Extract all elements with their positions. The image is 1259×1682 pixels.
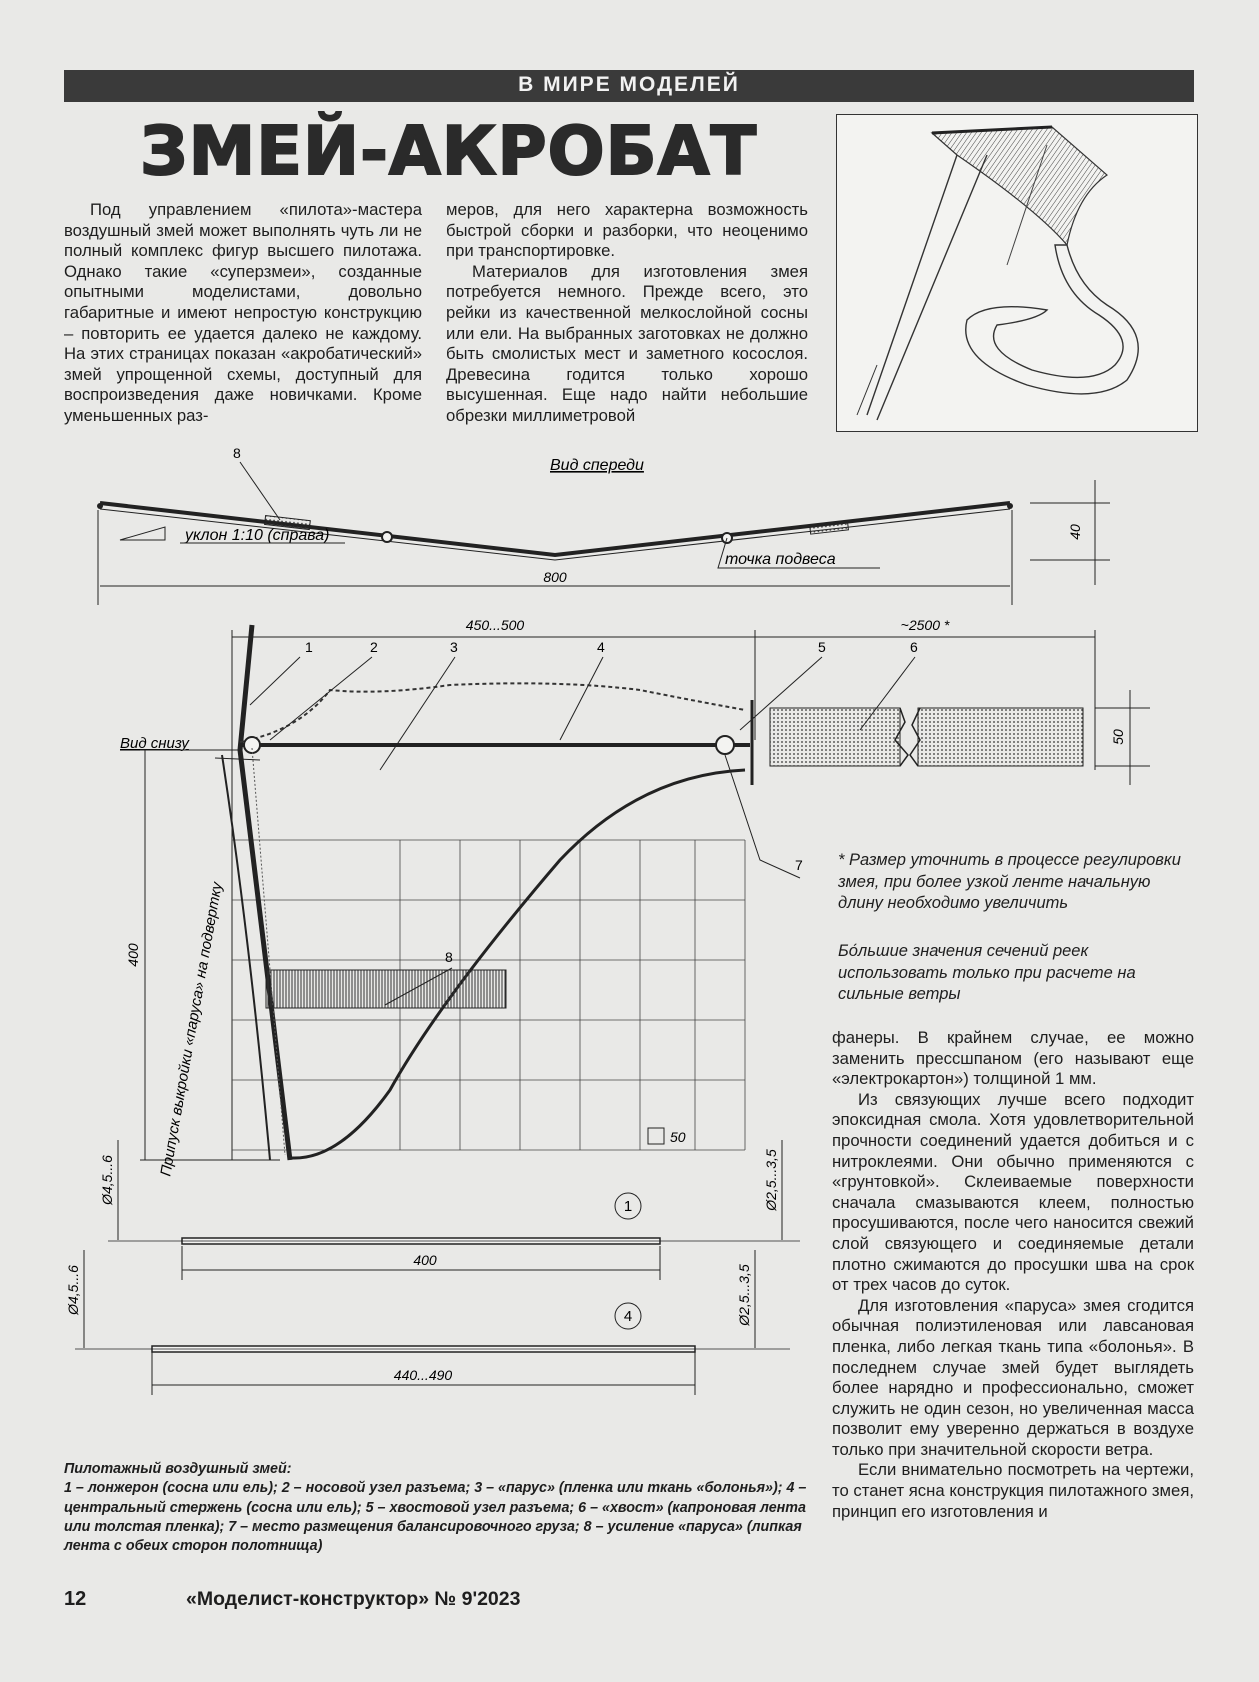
grid-scale-label: 50: [670, 1129, 686, 1145]
sail-3-edge: [292, 770, 745, 1158]
callout-2: 2: [370, 639, 378, 655]
part-1-dia-right: Ø2,5...3,5: [763, 1149, 779, 1211]
paragraph: Материалов для изготовления змея потребуется немного. Прежде всего, это рейки из качественной мелкослойной сосны или ели. На выбранных заготовках не должно быть смолистых мест и заметного косослоя. Древесина годится только хорошо высушенная. Еще надо найти небольшие обрезки миллиметровой: [446, 261, 808, 425]
sail-reinforcement-8: [266, 970, 506, 1008]
callout-1: 1: [305, 639, 313, 655]
page-number: 12: [64, 1588, 87, 1610]
text-column-3: [832, 1028, 1194, 1522]
paragraph: Для изготовления «паруса» змея сгодится обычная полиэтиленовая или лавсановая пленка, либо легкая ткань типа «болонья». В последнем случае змей будет выглядеть более нарядно и профессионально, сможет служить не один сезон, но увеличенная масса позволит ему уверенно держаться в воздухе только при значительной скорости ветра.: [832, 1295, 1194, 1459]
paragraph: Из связующих лучше всего подходит эпоксидная смола. Хотя удовлетворительной прочности соединений удается добиться и с нитроклеями. Они обычно применяются с «грунтовкой». Склеиваемые поверхности сначала смазываются клеем, полностью просушиваются, после чего наносится свежий слой связующего и соединяемые детали плотно сжимаются до просушки шва на срок от трех часов до суток.: [832, 1089, 1194, 1295]
section-header: В МИРЕ МОДЕЛЕЙ: [518, 73, 740, 96]
slope-label: уклон 1:10 (справа): [185, 527, 330, 544]
part-1-length: 400: [413, 1252, 437, 1268]
dimension-50: 50: [1110, 729, 1126, 745]
suspension-point-label: точка подвеса: [725, 551, 836, 568]
section-header-bar: [64, 70, 1194, 102]
caption-title: Пилотажный воздушный змей:: [64, 1461, 292, 1477]
text-column-1: [64, 200, 422, 427]
tail-6-left: [770, 708, 900, 766]
callout-5: 5: [818, 639, 826, 655]
callout-6: 6: [910, 639, 918, 655]
dimension-2500: ~2500 *: [900, 617, 950, 633]
dimension-800: 800: [543, 569, 567, 585]
dimension-400-vertical: 400: [125, 943, 141, 967]
footnote-star: * Размер уточнить в процессе регулировки змея, при более узкой ленте начальную длину необходимо увеличить: [838, 851, 1181, 912]
front-view-joint-right: [810, 521, 849, 534]
article-title: ЗМЕЙ-АКРОБАТ: [140, 112, 758, 190]
kite-illustration: [836, 114, 1198, 432]
callout-4: 4: [597, 639, 605, 655]
part-1-number: 1: [623, 1198, 633, 1215]
caption-body: 1 – лонжерон (сосна или ель); 2 – носовой узел разъема; 3 – «парус» (пленка или ткань «болонья»); 4 – центральный стержень (сосна или ель); 5 – хвостовой узел разъема; 6 – «хвост» (капроновая лента или толстая пленка); 7 – место размещения балансировочного груза; 8 – усиление «паруса» (липкая лента с обеих сторон полотнища): [64, 1480, 807, 1555]
text-column-2: [446, 200, 808, 427]
bottom-view-label: Вид снизу: [120, 735, 189, 752]
footnote-sections: Бо́льшие значения сечений реек использовать только при расчете на сильные ветры: [838, 942, 1136, 1003]
paragraph: Под управлением «пилота»-мастера воздушный змей может выполнять чуть ли не полный комплекс фигур высшего пилотажа. Однако такие «суперзмеи», созданные опытными моделистами, довольно габаритные и имеют непростую конструкцию – повторить ее удается далеко не каждому. На этих страницах показан «акробатический» змей упрощенной схемы, доступный для воспроизведения даже новичками. Кроме уменьшенных раз-: [64, 200, 422, 425]
paragraph: меров, для него характерна возможность быстрой сборки и разборки, что неоценимо при транспортировке.: [446, 200, 808, 261]
callout-8-front: 8: [233, 445, 241, 461]
kite-sketch: [837, 115, 1197, 431]
part-4-dia-left: Ø4,5...6: [65, 1265, 81, 1315]
tail-6-right: [918, 708, 1083, 766]
dimension-450-500: 450...500: [465, 617, 525, 633]
part-4-length: 440...490: [393, 1367, 453, 1383]
part-4-number: 4: [623, 1308, 633, 1325]
part-1-dia-left: Ø4,5...6: [99, 1155, 115, 1205]
callout-3: 3: [450, 639, 458, 655]
callout-7: 7: [795, 857, 803, 873]
paragraph: Если внимательно посмотреть на чертежи, то станет ясна конструкция пилотажного змея, принцип его изготовления и: [832, 1460, 1194, 1521]
magazine-issue: «Моделист-конструктор» № 9'2023: [186, 1588, 521, 1610]
allowance-label: Припуск выкройки «паруса» на подвертку: [157, 880, 226, 1178]
callout-8: 8: [445, 949, 453, 965]
figure-caption: [64, 1460, 824, 1556]
dimension-40: 40: [1067, 524, 1083, 540]
part-4-dia-right: Ø2,5...3,5: [736, 1264, 752, 1326]
paragraph: фанеры. В крайнем случае, ее можно заменить прессшпаном (его называют еще «электрокартон») толщиной 1 мм.: [832, 1028, 1194, 1089]
front-view-label: Вид спереди: [550, 457, 644, 474]
